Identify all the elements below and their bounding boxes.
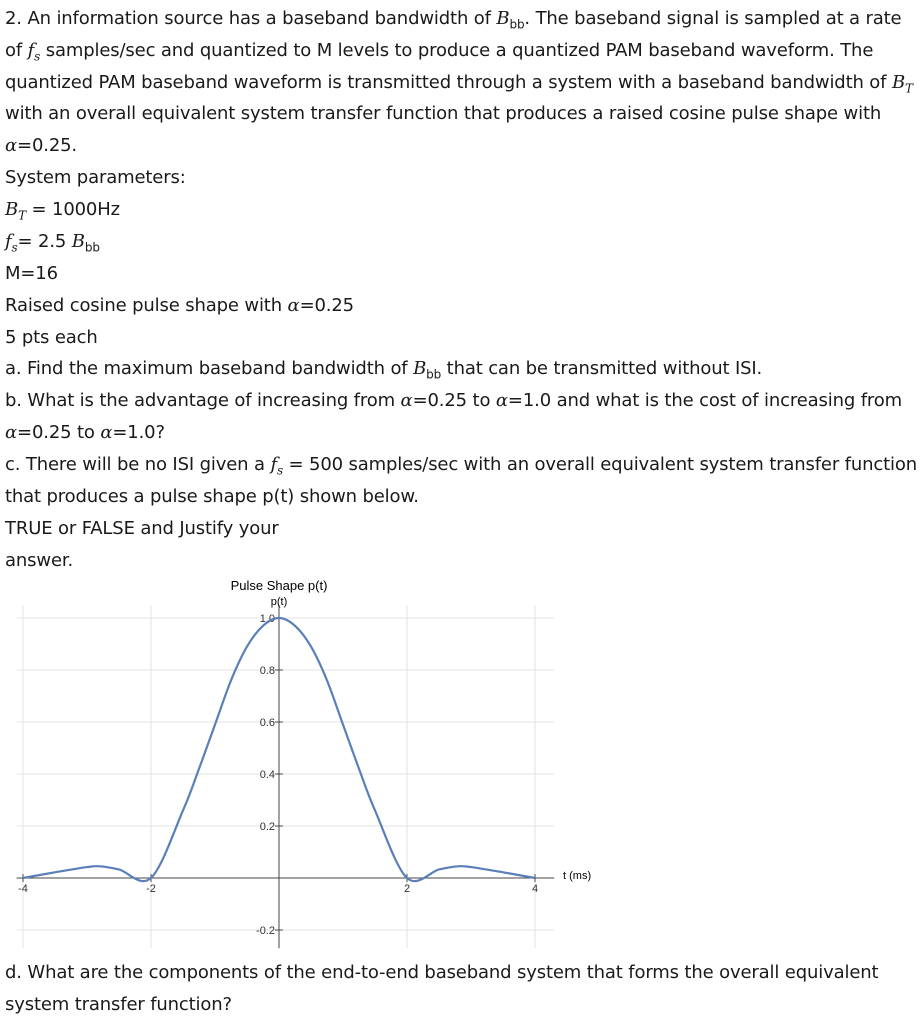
param-bt: $B_T = 1000Hz$ bbox=[5, 199, 120, 223]
y-tick-label: 0.8 bbox=[259, 665, 275, 677]
chart-grid bbox=[17, 605, 555, 948]
x-tick-label: 4 bbox=[531, 883, 539, 895]
part-b-line-1: b. What is the advantage of increasing from α=0.25 to α=1.0 and what is the cost of increasing from bbox=[5, 390, 902, 411]
chart-axes bbox=[17, 605, 555, 948]
params-header: System parameters: bbox=[5, 167, 186, 188]
chart-ticks bbox=[18, 613, 538, 937]
pulse-shape-chart bbox=[0, 576, 922, 956]
points-each: 5 pts each bbox=[5, 327, 98, 348]
y-tick-label: -0.2 bbox=[256, 925, 275, 937]
part-c-line-2: that produces a pulse shape p(t) shown below. bbox=[5, 486, 419, 507]
x-tick-label: 2 bbox=[403, 883, 411, 895]
param-fs: $f_s= 2.5$ $B_{bb}$ bbox=[5, 231, 100, 255]
question-line-3: quantized PAM baseband waveform is transmitted through a system with a baseband bandwidth of $B_T$ bbox=[5, 72, 913, 96]
chart-title: Pulse Shape p(t) bbox=[230, 578, 328, 593]
param-m: M=16 bbox=[5, 263, 58, 284]
y-axis-label: p(t) bbox=[270, 596, 288, 608]
part-c-line-3: TRUE or FALSE and Justify your bbox=[5, 518, 279, 539]
part-c-line-4: answer. bbox=[5, 550, 74, 571]
x-tick-label: -2 bbox=[146, 883, 156, 895]
param-raised-cosine: Raised cosine pulse shape with α=0.25 bbox=[5, 295, 354, 316]
question-line-1: 2. An information source has a baseband bandwidth of $B_{bb}$. The baseband signal is sampled at a rate bbox=[5, 8, 902, 32]
part-a: a. Find the maximum baseband bandwidth of $B_{bb}$ that can be transmitted without ISI. bbox=[5, 358, 763, 382]
question-line-4: with an overall equivalent system transfer function that produces a raised cosine pulse shape with bbox=[5, 103, 882, 124]
x-axis-label: t (ms) bbox=[563, 870, 592, 882]
part-d-line-2: system transfer function? bbox=[5, 994, 232, 1015]
y-tick-label: 1.0 bbox=[259, 613, 275, 625]
question-line-5: α=0.25. bbox=[5, 135, 77, 156]
y-tick-label: 0.6 bbox=[259, 717, 275, 729]
question-line-2: of $f_s$ samples/sec and quantized to M levels to produce a quantized PAM baseband waveform. The bbox=[5, 40, 874, 64]
x-tick-label: -4 bbox=[18, 883, 28, 895]
part-c-line-1: c. There will be no ISI given a $f_s = 500$ samples/sec with an overall equivalent system transfer function bbox=[5, 454, 917, 478]
y-tick-label: 0.2 bbox=[259, 821, 275, 833]
part-b-line-2: α=0.25 to α=1.0? bbox=[5, 422, 165, 443]
y-tick-label: 0.4 bbox=[259, 769, 275, 781]
part-d-line-1: d. What are the components of the end-to-end baseband system that forms the overall equivalent bbox=[5, 962, 879, 983]
